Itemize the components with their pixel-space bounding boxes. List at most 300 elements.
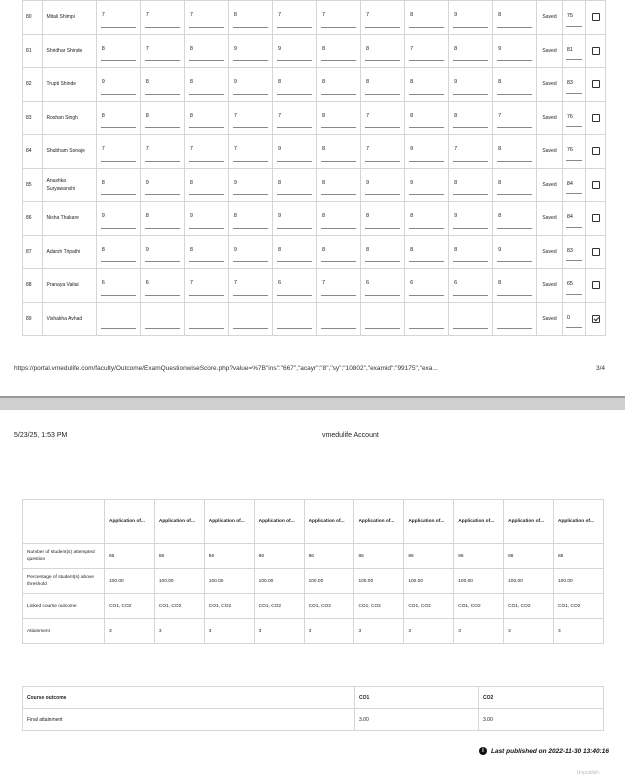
input-underline bbox=[365, 261, 400, 262]
summary-cell: CO1, CO2 bbox=[304, 594, 354, 619]
summary-cell: CO1, CO2 bbox=[554, 594, 604, 619]
mark-input[interactable] bbox=[449, 202, 493, 236]
mark-input[interactable] bbox=[405, 1, 449, 35]
mark-input[interactable] bbox=[316, 168, 360, 202]
mark-value: 7 bbox=[233, 146, 237, 152]
mark-input[interactable] bbox=[493, 202, 537, 236]
mark-input[interactable] bbox=[493, 168, 537, 202]
last-published-note bbox=[479, 747, 609, 755]
mark-input[interactable] bbox=[405, 135, 449, 169]
total-field[interactable] bbox=[562, 302, 586, 336]
mark-input[interactable] bbox=[272, 269, 316, 303]
mark-input[interactable] bbox=[405, 168, 449, 202]
mark-input[interactable] bbox=[493, 101, 537, 135]
summary-cell: CO1, CO2 bbox=[154, 594, 204, 619]
summary-cell: 100.00 bbox=[154, 569, 204, 594]
summary-cell: 86 bbox=[354, 544, 404, 569]
mark-input[interactable] bbox=[272, 1, 316, 35]
mark-value: 8 bbox=[410, 246, 414, 253]
table-row bbox=[23, 302, 606, 336]
mark-input[interactable] bbox=[228, 168, 272, 202]
input-underline bbox=[409, 261, 444, 262]
input-underline bbox=[321, 27, 356, 28]
mark-value: 8 bbox=[277, 246, 281, 253]
mark-input[interactable] bbox=[493, 34, 537, 68]
mark-input[interactable] bbox=[361, 302, 405, 336]
mark-value: 9 bbox=[277, 213, 281, 219]
print-site-title: vmedulife Account bbox=[322, 432, 379, 439]
input-underline bbox=[321, 127, 356, 128]
total-field[interactable] bbox=[562, 34, 586, 68]
saved-status: Saved bbox=[537, 101, 563, 135]
mark-input[interactable] bbox=[272, 168, 316, 202]
mark-value: 8 bbox=[321, 79, 326, 85]
mark-input[interactable] bbox=[140, 1, 184, 35]
input-underline bbox=[101, 94, 136, 95]
summary-cell: 100.00 bbox=[204, 569, 254, 594]
mark-input[interactable] bbox=[316, 302, 360, 336]
question-column-header: Application of... bbox=[354, 500, 404, 544]
select-checkbox[interactable] bbox=[592, 80, 600, 88]
mark-input[interactable] bbox=[140, 269, 184, 303]
mark-value: 9 bbox=[233, 79, 237, 85]
page-number: 3/4 bbox=[595, 365, 605, 372]
saved-status: Saved bbox=[537, 68, 563, 102]
mark-input[interactable] bbox=[405, 202, 449, 236]
mark-input[interactable] bbox=[493, 1, 537, 35]
summary-cell: 100.00 bbox=[554, 569, 604, 594]
summary-cell: 100.00 bbox=[354, 569, 404, 594]
input-underline bbox=[365, 27, 400, 28]
summary-cell: 3 bbox=[504, 619, 554, 644]
outcome-header-label: Course outcome bbox=[23, 687, 355, 709]
mark-input[interactable] bbox=[361, 168, 405, 202]
select-checkbox[interactable] bbox=[592, 47, 600, 55]
input-underline bbox=[233, 328, 268, 329]
question-column-header: Application of... bbox=[105, 500, 155, 544]
mark-value: 6 bbox=[101, 280, 105, 286]
mark-value: 7 bbox=[366, 112, 370, 119]
mark-input[interactable] bbox=[405, 302, 449, 336]
mark-input[interactable] bbox=[316, 269, 360, 303]
input-underline bbox=[497, 60, 532, 61]
mark-value: 8 bbox=[233, 213, 237, 219]
student-name: Shubham Sonaje bbox=[43, 135, 96, 169]
mark-value: 8 bbox=[366, 45, 370, 52]
mark-input[interactable] bbox=[228, 1, 272, 35]
final-attainment-co1: 3.00 bbox=[355, 709, 479, 731]
input-underline bbox=[409, 127, 444, 128]
mark-input[interactable] bbox=[449, 34, 493, 68]
mark-input[interactable] bbox=[96, 235, 140, 269]
input-underline bbox=[453, 228, 488, 229]
mark-value: 8 bbox=[101, 112, 105, 119]
summary-row-label: Percentage of student(s) above threshold bbox=[23, 569, 105, 594]
mark-value: 9 bbox=[498, 45, 502, 52]
mark-input[interactable] bbox=[228, 302, 272, 336]
input-underline bbox=[409, 295, 444, 296]
roll-number: 82 bbox=[23, 68, 43, 102]
mark-value: 8 bbox=[145, 213, 149, 219]
mark-input[interactable] bbox=[272, 68, 316, 102]
total-field[interactable] bbox=[562, 135, 586, 169]
saved-status: Saved bbox=[537, 269, 563, 303]
summary-cell: 86 bbox=[154, 544, 204, 569]
input-underline bbox=[101, 228, 136, 229]
input-underline bbox=[365, 194, 400, 195]
mark-input[interactable] bbox=[361, 101, 405, 135]
input-underline bbox=[101, 127, 136, 128]
input-underline bbox=[321, 328, 356, 329]
summary-cell: CO1, CO2 bbox=[105, 594, 155, 619]
input-underline bbox=[145, 94, 180, 95]
total-value: 76 bbox=[566, 147, 573, 153]
mark-value: 8 bbox=[498, 79, 502, 85]
question-column-header: Application of... bbox=[304, 500, 354, 544]
mark-value: 8 bbox=[410, 12, 414, 18]
question-column-header: Application of... bbox=[454, 500, 504, 544]
mark-value: 7 bbox=[189, 12, 193, 18]
summary-cell: 3 bbox=[204, 619, 254, 644]
total-value: 83 bbox=[566, 247, 573, 254]
mark-input[interactable] bbox=[228, 34, 272, 68]
mark-input[interactable] bbox=[449, 269, 493, 303]
select-checkbox[interactable] bbox=[592, 214, 600, 222]
mark-value: 6 bbox=[454, 280, 458, 286]
mark-input[interactable] bbox=[361, 202, 405, 236]
mark-value: 9 bbox=[454, 79, 458, 85]
select-checkbox[interactable] bbox=[592, 13, 600, 21]
total-field[interactable] bbox=[562, 269, 586, 303]
total-value: 0 bbox=[566, 314, 570, 321]
table-row bbox=[23, 34, 606, 68]
mark-input[interactable] bbox=[140, 235, 184, 269]
summary-cell: 86 bbox=[554, 544, 604, 569]
mark-input[interactable] bbox=[96, 68, 140, 102]
mark-input[interactable] bbox=[184, 135, 228, 169]
question-column-header: Application of... bbox=[204, 500, 254, 544]
summary-cell: 100.00 bbox=[304, 569, 354, 594]
summary-cell: CO1, CO2 bbox=[254, 594, 304, 619]
mark-input[interactable] bbox=[449, 1, 493, 35]
mark-input[interactable] bbox=[361, 34, 405, 68]
unpublish-button[interactable]: Unpublish bbox=[576, 770, 599, 776]
mark-input[interactable] bbox=[405, 68, 449, 102]
saved-status: Saved bbox=[537, 168, 563, 202]
input-underline bbox=[566, 93, 583, 94]
student-name: Pranaya Vaitai bbox=[43, 269, 96, 303]
input-underline bbox=[566, 260, 583, 261]
mark-value: 8 bbox=[101, 246, 105, 253]
mark-value: 9 bbox=[101, 213, 105, 219]
mark-value: 7 bbox=[101, 12, 105, 18]
mark-input[interactable] bbox=[316, 135, 360, 169]
mark-value: 8 bbox=[454, 112, 458, 119]
input-underline bbox=[145, 27, 180, 28]
summary-cell: 3 bbox=[404, 619, 454, 644]
input-underline bbox=[453, 194, 488, 195]
summary-cell: 86 bbox=[105, 544, 155, 569]
mark-input[interactable] bbox=[493, 269, 537, 303]
input-underline bbox=[101, 328, 136, 329]
summary-row bbox=[23, 594, 604, 619]
input-underline bbox=[233, 94, 268, 95]
mark-value: 7 bbox=[189, 280, 193, 286]
mark-input[interactable] bbox=[140, 202, 184, 236]
summary-cell: 100.00 bbox=[105, 569, 155, 594]
mark-value: 8 bbox=[277, 179, 281, 186]
roll-number: 89 bbox=[23, 302, 43, 336]
mark-input[interactable] bbox=[96, 168, 140, 202]
summary-cell: 86 bbox=[204, 544, 254, 569]
mark-input[interactable] bbox=[272, 135, 316, 169]
mark-value: 6 bbox=[145, 280, 149, 286]
mark-input[interactable] bbox=[184, 202, 228, 236]
mark-input[interactable] bbox=[228, 101, 272, 135]
input-underline bbox=[365, 161, 400, 162]
summary-cell: 100.00 bbox=[504, 569, 554, 594]
mark-input[interactable] bbox=[228, 235, 272, 269]
mark-input[interactable] bbox=[316, 202, 360, 236]
mark-value: 8 bbox=[321, 246, 326, 253]
summary-cell: 3 bbox=[354, 619, 404, 644]
summary-cell: CO1, CO2 bbox=[354, 594, 404, 619]
roll-number: 86 bbox=[23, 202, 43, 236]
print-page-bottom bbox=[0, 410, 625, 784]
input-underline bbox=[497, 127, 532, 128]
total-value: 75 bbox=[566, 13, 573, 19]
mark-input[interactable] bbox=[493, 68, 537, 102]
mark-value: 8 bbox=[410, 213, 414, 219]
mark-input[interactable] bbox=[493, 235, 537, 269]
mark-value: 8 bbox=[454, 45, 458, 52]
input-underline bbox=[497, 27, 532, 28]
mark-input[interactable] bbox=[316, 235, 360, 269]
mark-value: 8 bbox=[321, 45, 326, 52]
input-underline bbox=[277, 161, 312, 162]
mark-input[interactable] bbox=[140, 302, 184, 336]
mark-value: 7 bbox=[233, 112, 237, 119]
roll-number: 84 bbox=[23, 135, 43, 169]
roll-number: 83 bbox=[23, 101, 43, 135]
mark-input[interactable] bbox=[184, 68, 228, 102]
mark-input[interactable] bbox=[228, 269, 272, 303]
mark-value: 9 bbox=[410, 146, 414, 152]
mark-input[interactable] bbox=[96, 202, 140, 236]
mark-input[interactable] bbox=[361, 135, 405, 169]
mark-value: 8 bbox=[498, 12, 502, 18]
input-underline bbox=[566, 294, 583, 295]
input-underline bbox=[189, 194, 224, 195]
input-underline bbox=[365, 127, 400, 128]
mark-input[interactable] bbox=[96, 302, 140, 336]
select-checkbox[interactable] bbox=[592, 248, 600, 256]
summary-row bbox=[23, 619, 604, 644]
mark-input[interactable] bbox=[272, 101, 316, 135]
mark-value: 7 bbox=[145, 12, 149, 18]
mark-value: 8 bbox=[498, 179, 502, 186]
mark-input[interactable] bbox=[361, 1, 405, 35]
mark-input[interactable] bbox=[316, 1, 360, 35]
mark-value: 9 bbox=[189, 213, 193, 219]
mark-input[interactable] bbox=[140, 101, 184, 135]
input-underline bbox=[189, 228, 224, 229]
mark-input[interactable] bbox=[449, 235, 493, 269]
mark-value: 8 bbox=[189, 179, 193, 186]
page-break bbox=[0, 396, 625, 410]
mark-input[interactable] bbox=[405, 101, 449, 135]
summary-cell: 3 bbox=[154, 619, 204, 644]
input-underline bbox=[101, 261, 136, 262]
input-underline bbox=[189, 94, 224, 95]
input-underline bbox=[321, 228, 356, 229]
roll-number: 88 bbox=[23, 269, 43, 303]
input-underline bbox=[277, 27, 312, 28]
mark-input[interactable] bbox=[140, 34, 184, 68]
input-underline bbox=[409, 228, 444, 229]
summary-cell: CO1, CO2 bbox=[404, 594, 454, 619]
mark-input[interactable] bbox=[361, 269, 405, 303]
input-underline bbox=[233, 295, 268, 296]
input-underline bbox=[453, 127, 488, 128]
mark-input[interactable] bbox=[361, 68, 405, 102]
select-checkbox[interactable] bbox=[592, 114, 600, 122]
mark-value: 8 bbox=[498, 213, 502, 219]
input-underline bbox=[101, 295, 136, 296]
input-underline bbox=[101, 60, 136, 61]
input-underline bbox=[453, 261, 488, 262]
mark-input[interactable] bbox=[184, 101, 228, 135]
outcome-header-co2: CO2 bbox=[479, 687, 604, 709]
student-name: Trupti Shinde bbox=[43, 68, 96, 102]
mark-value: 7 bbox=[101, 146, 105, 152]
input-underline bbox=[497, 328, 532, 329]
select-checkbox[interactable] bbox=[592, 281, 600, 289]
total-field[interactable] bbox=[562, 101, 586, 135]
mark-value: 8 bbox=[366, 246, 370, 253]
mark-input[interactable] bbox=[184, 235, 228, 269]
question-column-header: Application of... bbox=[154, 500, 204, 544]
summary-cell: 86 bbox=[404, 544, 454, 569]
mark-input[interactable] bbox=[316, 34, 360, 68]
input-underline bbox=[189, 27, 224, 28]
total-field[interactable] bbox=[562, 202, 586, 236]
summary-cell: 3 bbox=[254, 619, 304, 644]
select-checkbox[interactable] bbox=[592, 315, 600, 323]
mark-input[interactable] bbox=[96, 101, 140, 135]
input-underline bbox=[233, 127, 268, 128]
total-field[interactable] bbox=[562, 168, 586, 202]
mark-input[interactable] bbox=[272, 202, 316, 236]
table-row bbox=[23, 235, 606, 269]
input-underline bbox=[145, 261, 180, 262]
mark-input[interactable] bbox=[405, 34, 449, 68]
input-underline bbox=[321, 261, 356, 262]
input-underline bbox=[566, 26, 583, 27]
question-column-header: Application of... bbox=[254, 500, 304, 544]
summary-cell: 100.00 bbox=[454, 569, 504, 594]
saved-status: Saved bbox=[537, 135, 563, 169]
mark-input[interactable] bbox=[96, 269, 140, 303]
input-underline bbox=[409, 27, 444, 28]
mark-input[interactable] bbox=[405, 235, 449, 269]
summary-cell: 86 bbox=[304, 544, 354, 569]
mark-input[interactable] bbox=[272, 235, 316, 269]
mark-input[interactable] bbox=[449, 135, 493, 169]
mark-input[interactable] bbox=[184, 302, 228, 336]
student-score-table bbox=[22, 0, 606, 336]
input-underline bbox=[145, 328, 180, 329]
summary-row bbox=[23, 544, 604, 569]
mark-input[interactable] bbox=[96, 34, 140, 68]
input-underline bbox=[233, 194, 268, 195]
input-underline bbox=[321, 295, 356, 296]
input-underline bbox=[497, 295, 532, 296]
mark-input[interactable] bbox=[184, 34, 228, 68]
roll-number: 85 bbox=[23, 168, 43, 202]
mark-input[interactable] bbox=[316, 68, 360, 102]
total-field[interactable] bbox=[562, 68, 586, 102]
mark-input[interactable] bbox=[449, 101, 493, 135]
mark-value: 8 bbox=[189, 246, 193, 253]
mark-input[interactable] bbox=[228, 68, 272, 102]
mark-input[interactable] bbox=[96, 135, 140, 169]
mark-input[interactable] bbox=[493, 135, 537, 169]
mark-input[interactable] bbox=[361, 235, 405, 269]
mark-input[interactable] bbox=[449, 168, 493, 202]
input-underline bbox=[101, 161, 136, 162]
input-underline bbox=[189, 161, 224, 162]
total-value: 83 bbox=[566, 80, 573, 86]
total-field[interactable] bbox=[562, 1, 586, 35]
mark-value: 9 bbox=[454, 213, 458, 219]
mark-input[interactable] bbox=[493, 302, 537, 336]
input-underline bbox=[321, 94, 356, 95]
input-underline bbox=[497, 94, 532, 95]
mark-value: 9 bbox=[233, 246, 237, 253]
mark-input[interactable] bbox=[140, 68, 184, 102]
mark-input[interactable] bbox=[449, 302, 493, 336]
input-underline bbox=[409, 161, 444, 162]
mark-input[interactable] bbox=[184, 1, 228, 35]
mark-input[interactable] bbox=[184, 168, 228, 202]
mark-input[interactable] bbox=[140, 135, 184, 169]
select-checkbox[interactable] bbox=[592, 147, 600, 155]
student-name: Roshan Singh bbox=[43, 101, 96, 135]
mark-input[interactable] bbox=[228, 135, 272, 169]
mark-input[interactable] bbox=[184, 269, 228, 303]
mark-value: 8 bbox=[321, 112, 326, 119]
mark-input[interactable] bbox=[405, 269, 449, 303]
mark-input[interactable] bbox=[140, 168, 184, 202]
mark-value: 8 bbox=[366, 213, 370, 219]
input-underline bbox=[233, 27, 268, 28]
total-field[interactable] bbox=[562, 235, 586, 269]
mark-value: 7 bbox=[189, 146, 193, 152]
mark-input[interactable] bbox=[449, 68, 493, 102]
select-checkbox[interactable] bbox=[592, 181, 600, 189]
input-underline bbox=[453, 328, 488, 329]
mark-input[interactable] bbox=[96, 1, 140, 35]
roll-number: 87 bbox=[23, 235, 43, 269]
mark-input[interactable] bbox=[316, 101, 360, 135]
input-underline bbox=[233, 228, 268, 229]
student-name: Nisha Thakare bbox=[43, 202, 96, 236]
mark-value: 8 bbox=[277, 79, 281, 85]
mark-input[interactable] bbox=[228, 202, 272, 236]
mark-input[interactable] bbox=[272, 34, 316, 68]
mark-input[interactable] bbox=[272, 302, 316, 336]
